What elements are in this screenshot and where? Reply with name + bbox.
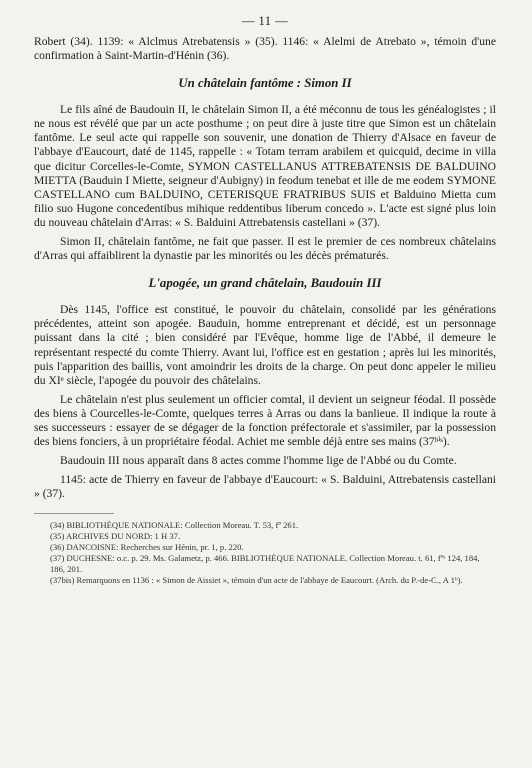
footnote: (35) ARCHIVES DU NORD: 1 H 37. [50, 531, 181, 542]
paragraph-citation: 1145: acte de Thierry en faveur de l'abbaye d'Eaucourt: « S. Balduini, Attrebatensis castellani » (37). [34, 473, 496, 501]
footnote: (36) DANCOISNE: Recherches sur Hénin, pr. 1, p. 220. [50, 542, 244, 553]
footnote-separator [34, 513, 114, 514]
section-heading-baudouin-iii: L'apogée, un grand châtelain, Baudouin III [148, 276, 382, 291]
paragraph: Baudouin III nous apparaît dans 8 actes comme l'homme lige de l'Abbé ou du Comte. [60, 454, 457, 468]
page-number: — 11 — [241, 14, 289, 28]
paragraph: Dès 1145, l'office est constitué, le pouvoir du châtelain, consolidé par les générations précédentes, atteint son apogée. Bauduin, homme entreprenant et décidé, est un personnage puissant dans la cité ; bien considéré par l'Evêque, homme lige de l'Abbé, il demeure le représentant respecté du comte Thierry. Avant lui, l'office est en gestation ; après lui les minorités, puis l'apparition des baillis, vont amoindrir les droits de la charge. On peut donc appeler le milieu du XIᵉ siècle, l'apogée du pouvoir des châtelains. [34, 303, 496, 387]
document-page [34, 14, 496, 586]
intro-paragraph: Robert (34). 1139: « Alclmus Atrebatensis » (35). 1146: « Alelmi de Atrebato », témoin d'une confirmation à Saint-Martin-d'Hénin (36). [34, 35, 496, 63]
section-heading-simon-ii: Un châtelain fantôme : Simon II [178, 76, 352, 91]
paragraph: Le châtelain n'est plus seulement un officier comtal, il devient un seigneur féodal. Il possède des biens à Courcelles-le-Comte, quelques terres à Arras ou dans la banlieue. Il indique la route à ses successeurs : essayer de se dégager de la fonction préfectorale et s'assimiler, par la possession des biens fonciers, à un propriétaire féodal. Achiet me semble déjà entre ses mains (37ᵇⁱˢ). [34, 392, 496, 449]
paragraph: Simon II, châtelain fantôme, ne fait que passer. Il est le premier de ces nombreux châtelains d'Arras qui affaiblirent la dynastie par les minorités ou les décès prématurés. [34, 235, 496, 263]
paragraph: Le fils aîné de Baudouin II, le châtelain Simon II, a été méconnu de tous les généalogistes ; il ne nous est révélé que par un acte posthume ; on peut dire à juste titre que Simon est un châtelain fantôme. Le seul acte qui rappelle son souvenir, une donation de Thierry d'Alsace en faveur de l'abbaye d'Eaucourt, daté de 1145, rappelle : « Totam terram arabilem et quicquid, decime in villa que dicitur Corcelles-le-Comte, SYMON CASTELLANUS ATTREBATENSIS DE BALDUINO MIETTA (Bauduin I Miette, seigneur d'Aubigny) in feodum tenebat et ille de me eodem SYMONE CASTELLANO cum BALDUINO, CETERISQUE FRATRIBUS SUIS et Balduino Mietta cum filio suo Hugone concedentibus mihique reddentibus liberum concedo ». L'acte est signé plus loin du nouveau châtelain d'Arras: « S. Balduini Attrebatensis castellani » (37). [34, 103, 496, 229]
footnote: (34) BIBLIOTHÈQUE NATIONALE: Collection Moreau. T. 53, fº 261. [50, 520, 299, 531]
footnote: (37) DUCHESNE: o.c. p. 29. Ms. Galametz, p. 466. BIBLIOTHÈQUE NATIONALE. Collection Moreau. t. 61, fºˢ 124, 184, 186, 201. [50, 553, 480, 575]
footnote: (37bis) Remarquons en 1136 : « Simon de Aissiet », témoin d'un acte de l'abbaye de Eaucourt. (Arch. du P.-de-C., A 1ᵇ). [50, 575, 463, 586]
